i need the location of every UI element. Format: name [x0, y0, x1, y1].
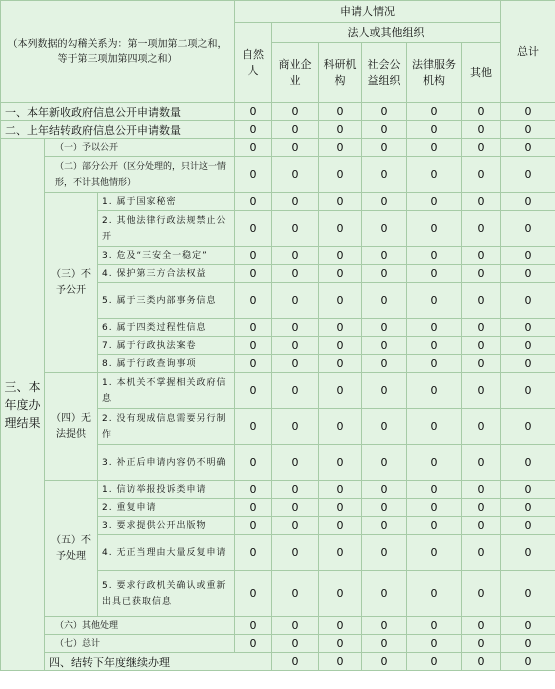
- header-social: 社会公益组织: [362, 43, 407, 103]
- cell-value: 0: [319, 193, 362, 211]
- cell-value: 0: [407, 373, 462, 409]
- cell-value: 0: [462, 499, 501, 517]
- cell-value: 0: [319, 445, 362, 481]
- cell-value: 0: [319, 139, 362, 157]
- cell-value: 0: [501, 139, 555, 157]
- cell-value: 0: [319, 283, 362, 319]
- cell-value: 0: [235, 517, 272, 535]
- cell-value: 0: [235, 139, 272, 157]
- cell-value: 0: [362, 319, 407, 337]
- cell-value: 0: [362, 635, 407, 653]
- row-label: （一）予以公开: [45, 139, 235, 157]
- header-research: 科研机构: [319, 43, 362, 103]
- table-row: [1, 653, 555, 671]
- cell-value: 0: [235, 121, 272, 139]
- cell-value: 0: [501, 355, 555, 373]
- cell-value: 0: [462, 211, 501, 247]
- cell-value: 0: [501, 193, 555, 211]
- cell-value: 0: [407, 103, 462, 121]
- cell-value: 0: [235, 265, 272, 283]
- cell-value: 0: [501, 103, 555, 121]
- cell-value: 0: [319, 319, 362, 337]
- cell-value: 0: [272, 373, 319, 409]
- cell-value: 0: [501, 571, 555, 617]
- cell-value: 0: [407, 481, 462, 499]
- row-label: 1. 属于国家秘密: [98, 193, 235, 211]
- cell-value: 0: [407, 337, 462, 355]
- cell-value: 0: [462, 355, 501, 373]
- cell-value: 0: [235, 193, 272, 211]
- header-legal-org: 法人或其他组织: [272, 23, 501, 43]
- header-other: 其他: [462, 43, 501, 103]
- cell-value: 0: [462, 247, 501, 265]
- cell-value: 0: [235, 103, 272, 121]
- row-label: 1. 本机关不掌握相关政府信息: [98, 373, 235, 409]
- cell-value: 0: [272, 265, 319, 283]
- header-commercial: 商业企业: [272, 43, 319, 103]
- cell-value: 0: [319, 337, 362, 355]
- cell-value: 0: [235, 247, 272, 265]
- cell-value: 0: [319, 571, 362, 617]
- cell-value: 0: [362, 283, 407, 319]
- table-row: [1, 157, 555, 193]
- cell-value: 0: [407, 635, 462, 653]
- cell-value: 0: [319, 535, 362, 571]
- row-label: 8. 属于行政查询事项: [98, 355, 235, 373]
- cell-value: 0: [319, 247, 362, 265]
- cell-value: 0: [501, 409, 555, 445]
- result-section-label: 三、本年度办理结果: [1, 139, 45, 671]
- cell-value: 0: [272, 409, 319, 445]
- cell-value: 0: [501, 157, 555, 193]
- cell-value: 0: [235, 337, 272, 355]
- row-label: 7. 属于行政执法案卷: [98, 337, 235, 355]
- row-label: 2. 其他法律行政法规禁止公开: [98, 211, 235, 247]
- cell-value: 0: [235, 481, 272, 499]
- table-row: [1, 139, 555, 157]
- cell-value: 0: [235, 157, 272, 193]
- cell-value: 0: [362, 571, 407, 617]
- cell-value: 0: [501, 499, 555, 517]
- cell-value: 0: [362, 247, 407, 265]
- cell-value: 0: [501, 121, 555, 139]
- cell-value: 0: [319, 121, 362, 139]
- row-label: 5. 属于三类内部事务信息: [98, 283, 235, 319]
- cell-value: 0: [272, 481, 319, 499]
- cell-value: 0: [272, 247, 319, 265]
- cell-value: 0: [407, 499, 462, 517]
- cell-value: 0: [462, 157, 501, 193]
- cell-value: 0: [407, 319, 462, 337]
- cell-value: 0: [362, 337, 407, 355]
- cell-value: 0: [362, 265, 407, 283]
- cell-value: 0: [319, 211, 362, 247]
- cell-value: 0: [407, 121, 462, 139]
- cell-value: 0: [407, 193, 462, 211]
- cell-value: 0: [501, 373, 555, 409]
- cell-value: 0: [407, 211, 462, 247]
- cell-value: 0: [272, 445, 319, 481]
- cell-value: 0: [362, 373, 407, 409]
- cell-value: 0: [272, 211, 319, 247]
- cell-value: 0: [272, 535, 319, 571]
- cell-value: 0: [319, 517, 362, 535]
- cell-value: 0: [319, 373, 362, 409]
- row-label: 四、结转下年度继续办理: [45, 653, 272, 671]
- cell-value: 0: [235, 535, 272, 571]
- cell-value: 0: [407, 139, 462, 157]
- cell-value: 0: [319, 409, 362, 445]
- cell-value: 0: [319, 265, 362, 283]
- cell-value: 0: [501, 337, 555, 355]
- category-not-disclosed: （三）不予公开: [45, 193, 98, 373]
- row-label: 二、上年结转政府信息公开申请数量: [1, 121, 235, 139]
- cell-value: 0: [501, 283, 555, 319]
- header-description: （本列数据的勾稽关系为：第一项加第二项之和，等于第三项加第四项之和）: [1, 1, 235, 103]
- cell-value: 0: [235, 635, 272, 653]
- cell-value: 0: [272, 617, 319, 635]
- cell-value: 0: [235, 355, 272, 373]
- cell-value: 0: [319, 355, 362, 373]
- cell-value: 0: [272, 103, 319, 121]
- cell-value: 0: [362, 157, 407, 193]
- category-unable-to-provide: （四）无法提供: [45, 373, 98, 481]
- cell-value: 0: [407, 157, 462, 193]
- cell-value: 0: [501, 635, 555, 653]
- cell-value: 0: [362, 445, 407, 481]
- cell-value: 0: [319, 635, 362, 653]
- table-row: [1, 103, 555, 121]
- cell-value: 0: [501, 211, 555, 247]
- cell-value: 0: [235, 373, 272, 409]
- cell-value: 0: [362, 355, 407, 373]
- cell-value: 0: [235, 319, 272, 337]
- cell-value: 0: [462, 373, 501, 409]
- cell-value: 0: [235, 283, 272, 319]
- row-label: 4. 无正当理由大量反复申请: [98, 535, 235, 571]
- cell-value: 0: [272, 499, 319, 517]
- cell-value: 0: [362, 139, 407, 157]
- header-natural-person: 自然人: [235, 23, 272, 103]
- cell-value: 0: [272, 283, 319, 319]
- table-row: [1, 193, 555, 211]
- cell-value: 0: [272, 157, 319, 193]
- cell-value: 0: [501, 247, 555, 265]
- cell-value: 0: [319, 103, 362, 121]
- cell-value: 0: [235, 211, 272, 247]
- row-label: 6. 属于四类过程性信息: [98, 319, 235, 337]
- cell-value: 0: [272, 517, 319, 535]
- cell-value: 0: [235, 571, 272, 617]
- header-total: 总计: [501, 1, 555, 103]
- cell-value: 0: [319, 653, 362, 671]
- cell-value: 0: [462, 409, 501, 445]
- cell-value: 0: [501, 319, 555, 337]
- table-row: [1, 481, 555, 499]
- cell-value: 0: [362, 499, 407, 517]
- row-label: 1. 信访举报投诉类申请: [98, 481, 235, 499]
- header-law: 法律服务机构: [407, 43, 462, 103]
- row-label: 2. 重复申请: [98, 499, 235, 517]
- table-row: [1, 635, 555, 653]
- cell-value: 0: [407, 445, 462, 481]
- cell-value: 0: [407, 653, 462, 671]
- header-applicant: 申请人情况: [235, 1, 501, 23]
- cell-value: 0: [272, 121, 319, 139]
- cell-value: 0: [501, 517, 555, 535]
- row-label: 5. 要求行政机关确认或重新出具已获取信息: [98, 571, 235, 617]
- cell-value: 0: [235, 445, 272, 481]
- row-label: （六）其他处理: [45, 617, 235, 635]
- cell-value: 0: [362, 103, 407, 121]
- cell-value: 0: [272, 571, 319, 617]
- cell-value: 0: [501, 481, 555, 499]
- cell-value: 0: [235, 617, 272, 635]
- cell-value: 0: [407, 409, 462, 445]
- cell-value: 0: [462, 319, 501, 337]
- cell-value: 0: [407, 283, 462, 319]
- row-label: 4. 保护第三方合法权益: [98, 265, 235, 283]
- cell-value: 0: [362, 481, 407, 499]
- cell-value: 0: [272, 653, 319, 671]
- cell-value: 0: [462, 283, 501, 319]
- cell-value: 0: [407, 517, 462, 535]
- row-label: 2. 没有现成信息需要另行制作: [98, 409, 235, 445]
- cell-value: 0: [319, 157, 362, 193]
- table-row: [1, 373, 555, 409]
- cell-value: 0: [462, 265, 501, 283]
- cell-value: 0: [462, 337, 501, 355]
- category-not-processed: （五）不予处理: [45, 481, 98, 617]
- cell-value: 0: [272, 635, 319, 653]
- cell-value: 0: [407, 355, 462, 373]
- cell-value: 0: [362, 535, 407, 571]
- cell-value: 0: [462, 445, 501, 481]
- cell-value: 0: [501, 535, 555, 571]
- cell-value: 0: [462, 517, 501, 535]
- cell-value: 0: [462, 653, 501, 671]
- cell-value: 0: [501, 445, 555, 481]
- cell-value: 0: [319, 617, 362, 635]
- cell-value: 0: [272, 355, 319, 373]
- cell-value: 0: [462, 535, 501, 571]
- cell-value: 0: [501, 265, 555, 283]
- cell-value: 0: [462, 481, 501, 499]
- table-row: [1, 121, 555, 139]
- cell-value: 0: [319, 499, 362, 517]
- cell-value: 0: [462, 139, 501, 157]
- cell-value: 0: [319, 481, 362, 499]
- cell-value: 0: [407, 571, 462, 617]
- cell-value: 0: [462, 121, 501, 139]
- row-label: 3. 危及“三安全一稳定”: [98, 247, 235, 265]
- cell-value: 0: [462, 635, 501, 653]
- cell-value: 0: [407, 265, 462, 283]
- row-label: 3. 要求提供公开出版物: [98, 517, 235, 535]
- cell-value: 0: [362, 517, 407, 535]
- cell-value: 0: [272, 319, 319, 337]
- cell-value: 0: [362, 409, 407, 445]
- cell-value: 0: [235, 499, 272, 517]
- cell-value: 0: [462, 571, 501, 617]
- cell-value: 0: [272, 337, 319, 355]
- cell-value: 0: [272, 193, 319, 211]
- row-label: 3. 补正后申请内容仍不明确: [98, 445, 235, 481]
- cell-value: 0: [362, 653, 407, 671]
- cell-value: 0: [362, 121, 407, 139]
- row-label: （二）部分公开（区分处理的，只计这一情形，不计其他情形）: [45, 157, 235, 193]
- cell-value: 0: [235, 409, 272, 445]
- cell-value: 0: [462, 617, 501, 635]
- cell-value: 0: [407, 617, 462, 635]
- table-row: [1, 617, 555, 635]
- cell-value: 0: [272, 139, 319, 157]
- cell-value: 0: [407, 535, 462, 571]
- cell-value: 0: [462, 193, 501, 211]
- row-label: （七）总计: [45, 635, 235, 653]
- cell-value: 0: [501, 653, 555, 671]
- cell-value: 0: [362, 193, 407, 211]
- cell-value: 0: [462, 103, 501, 121]
- cell-value: 0: [501, 617, 555, 635]
- cell-value: 0: [362, 617, 407, 635]
- cell-value: 0: [407, 247, 462, 265]
- row-label: 一、本年新收政府信息公开申请数量: [1, 103, 235, 121]
- cell-value: 0: [362, 211, 407, 247]
